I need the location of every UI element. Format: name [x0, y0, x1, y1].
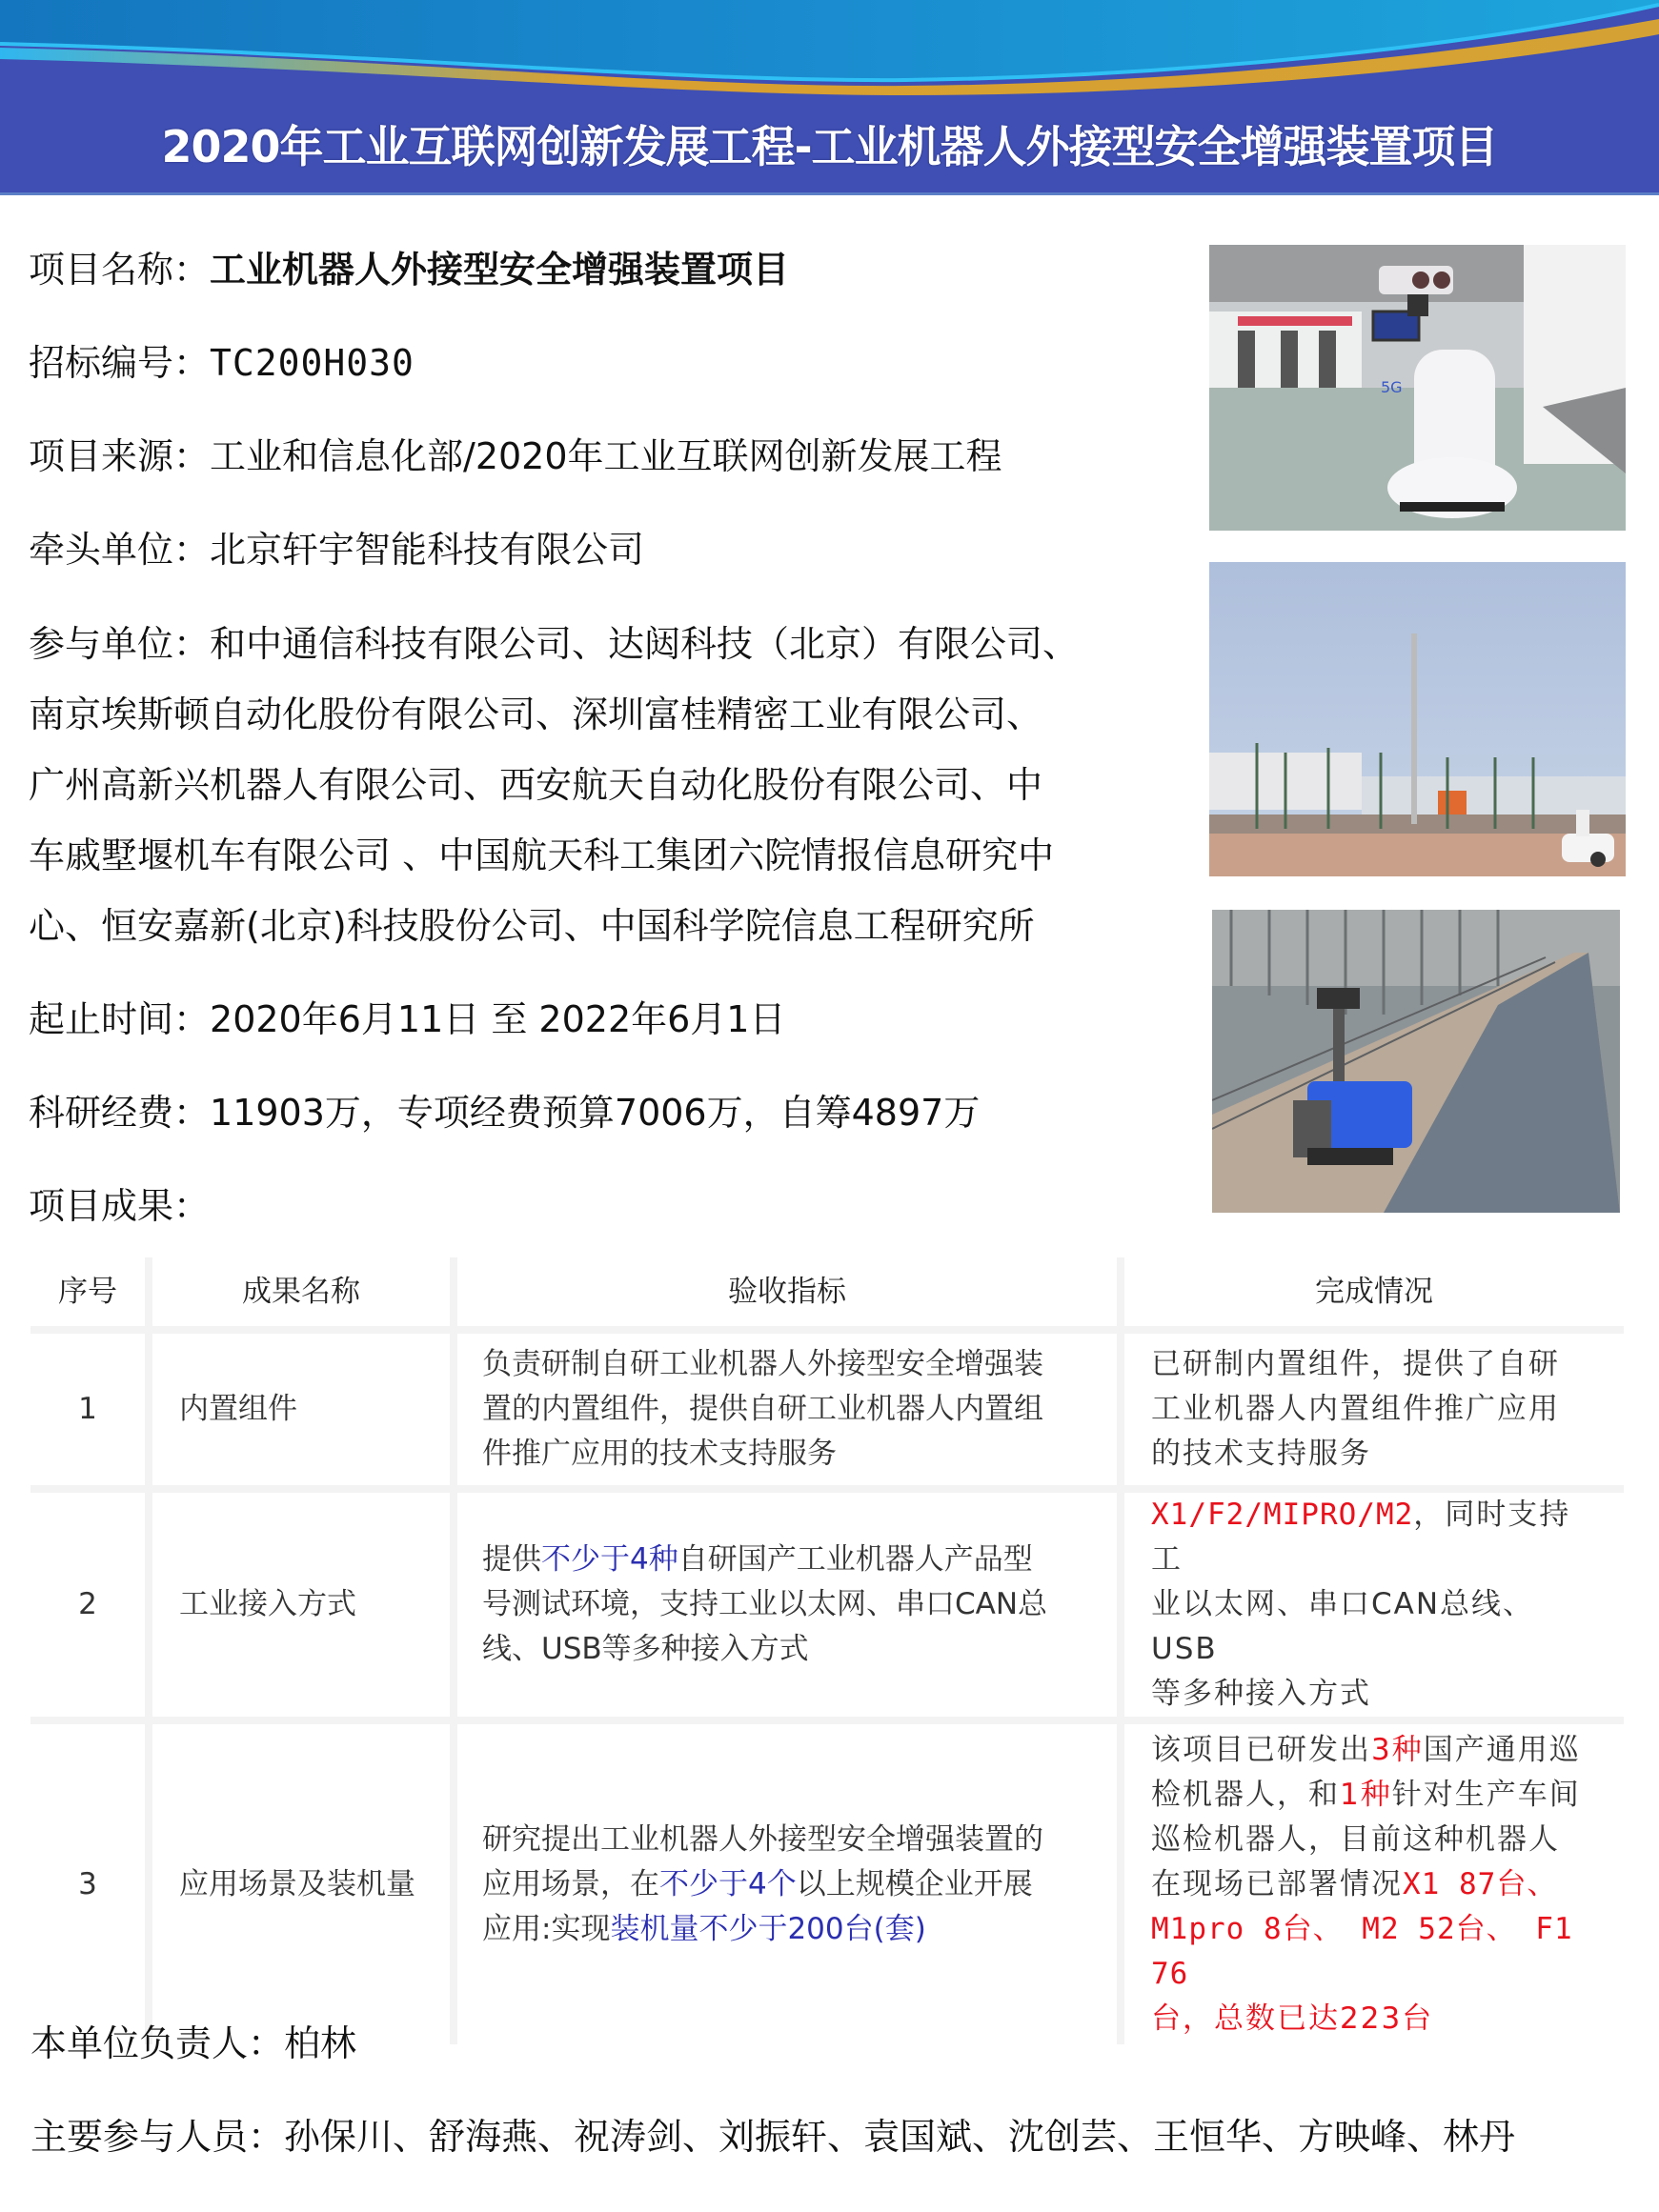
status-line [1151, 1773, 1595, 1818]
status-line: 的技术支持服务 [1151, 1437, 1371, 1471]
svg-text:5G: 5G [1381, 378, 1403, 396]
field-label: 起止时间： [29, 998, 211, 1040]
field-source [29, 421, 1002, 492]
highlight-text: 不少于4种 [541, 1542, 678, 1577]
metric-line: 件推广应用的技术支持服务 [482, 1437, 837, 1471]
banner-divider [0, 192, 1659, 195]
status-line: 巡检机器人，目前这种机器人 [1151, 1821, 1560, 1857]
project-name-value: 工业机器人外接型安全增强装置项目 [210, 249, 790, 291]
outdoor-patrol-robot-photo [1209, 562, 1626, 876]
responsible-person [30, 2015, 356, 2072]
status-line: M1pro 8台、 M2 52台、 F1 76 [1151, 1911, 1573, 1991]
metric-line [482, 1538, 1092, 1582]
main-members [30, 2108, 1515, 2165]
row-status [1121, 1720, 1624, 2044]
metric-line: 线、USB等多种接入方式 [482, 1632, 809, 1666]
robot-image-icon [1209, 562, 1626, 876]
column-header-name: 成果名称 [149, 1257, 454, 1330]
field-label: 本单位负责人： [30, 2022, 285, 2064]
field-label: 项目名称： [29, 249, 211, 291]
robot-image-icon [1212, 910, 1620, 1213]
status-line: 台，总数已达223台 [1151, 2001, 1434, 2036]
metric-line: 置的内置组件，提供自研工业机器人内置组 [482, 1392, 1043, 1426]
participants-text: 和中通信科技有限公司、达闼科技（北京）有限公司、 [210, 623, 1080, 665]
row-name: 内置组件 [149, 1330, 454, 1489]
table-row [30, 1720, 1624, 2044]
metric-line [482, 1862, 1092, 1907]
row-index: 3 [30, 1720, 149, 2044]
field-label: 招标编号： [29, 342, 211, 384]
participants-line [29, 609, 1167, 679]
highlight-text: 装机量不少于200台(套) [610, 1911, 926, 1946]
field-label: 科研经费： [29, 1092, 211, 1134]
participants-line: 广州高新兴机器人有限公司、西安航天自动化股份有限公司、中 [29, 764, 1043, 806]
metric-text: 提供 [482, 1542, 541, 1577]
status-line: 等多种接入方式 [1151, 1677, 1371, 1711]
field-label: 参与单位： [29, 623, 211, 665]
field-period [29, 984, 785, 1055]
table-header-row [30, 1257, 1624, 1330]
table-row [30, 1330, 1624, 1489]
participants-line: 车戚墅堰机车有限公司 、中国航天科工集团六院情报信息研究中 [29, 835, 1055, 876]
field-participants [29, 609, 1167, 961]
substation-patrol-robot-photo [1212, 910, 1620, 1213]
highlight-text: 3种 [1371, 1732, 1424, 1767]
metric-text: 应用:实现 [482, 1911, 611, 1946]
metric-line: 负责研制自研工业机器人外接型安全增强装 [482, 1347, 1043, 1381]
row-metric [454, 1330, 1121, 1489]
row-metric [454, 1489, 1121, 1720]
responsible-person-value: 柏林 [284, 2022, 357, 2064]
metric-line [482, 1907, 1092, 1952]
status-line [1151, 1728, 1595, 1773]
status-text: 该项目已研发出 [1151, 1732, 1371, 1767]
highlight-text: X1/F2/MIPRO/M2 [1151, 1498, 1414, 1532]
row-index: 2 [30, 1489, 149, 1720]
field-lead-unit [29, 514, 644, 585]
highlight-text: X1 87台、 [1403, 1866, 1558, 1901]
field-project-name [29, 234, 789, 305]
participants-line: 心、恒安嘉新(北京)科技股份公司、中国科学院信息工程研究所 [29, 905, 1035, 947]
period-value: 2020年6月11日 至 2022年6月1日 [210, 998, 786, 1040]
row-status [1121, 1330, 1624, 1489]
field-label: 主要参与人员： [30, 2116, 285, 2158]
bid-number-value: TC200H030 [210, 342, 415, 384]
status-text: ，同时支持工 [1151, 1498, 1571, 1577]
row-name: 应用场景及装机量 [149, 1720, 454, 2044]
metric-line: 号测试环境，支持工业以太网、串口CAN总 [482, 1587, 1048, 1621]
column-header-status: 完成情况 [1121, 1257, 1624, 1330]
robot-image-icon [1209, 245, 1626, 531]
highlight-text: 不少于4个 [659, 1866, 797, 1901]
funding-value: 11903万，专项经费预算7006万，自筹4897万 [210, 1092, 981, 1134]
row-index: 1 [30, 1330, 149, 1489]
status-text: 检机器人，和 [1151, 1777, 1340, 1812]
row-status [1121, 1489, 1624, 1720]
field-label: 牵头单位： [29, 529, 211, 571]
row-name: 工业接入方式 [149, 1489, 454, 1720]
metric-line: 研究提出工业机器人外接型安全增强装置的 [482, 1821, 1043, 1857]
metric-text: 以上规模企业开展 [796, 1866, 1033, 1901]
status-text: 在现场已部署情况 [1151, 1866, 1403, 1901]
indoor-service-robot-photo [1209, 245, 1626, 531]
column-header-metric: 验收指标 [454, 1257, 1121, 1330]
status-line: 已研制内置组件，提供了自研 [1151, 1347, 1560, 1381]
status-line: 业以太网、串口CAN总线、USB [1151, 1587, 1535, 1666]
section-heading: 项目成果： [29, 1185, 211, 1227]
row-metric [454, 1720, 1121, 2044]
highlight-text: 1种 [1340, 1777, 1392, 1812]
column-header-index: 序号 [30, 1257, 149, 1330]
status-line [1151, 1493, 1595, 1582]
header-banner [0, 0, 1659, 195]
status-text: 国产通用巡 [1423, 1732, 1581, 1767]
status-line: 工业机器人内置组件推广应用 [1151, 1392, 1560, 1426]
field-label: 项目来源： [29, 435, 211, 477]
field-bid-number [29, 328, 415, 398]
metric-text: 应用场景，在 [482, 1866, 659, 1901]
status-text: 针对生产车间 [1391, 1777, 1581, 1812]
table-row [30, 1489, 1624, 1720]
page-title: 2020年工业互联网创新发展工程-工业机器人外接型安全增强装置项目 [161, 121, 1498, 172]
results-table [30, 1257, 1624, 2044]
participants-line: 南京埃斯顿自动化股份有限公司、深圳富桂精密工业有限公司、 [29, 694, 1043, 735]
source-value: 工业和信息化部/2020年工业互联网创新发展工程 [210, 435, 1002, 477]
metric-text: 自研国产工业机器人产品型 [678, 1542, 1033, 1577]
main-members-value: 孙保川、舒海燕、祝涛剑、刘振轩、袁国斌、沈创芸、王恒华、方映峰、林丹 [284, 2116, 1516, 2158]
status-line [1151, 1862, 1595, 1907]
lead-unit-value: 北京轩宇智能科技有限公司 [210, 529, 645, 571]
field-funding [29, 1077, 980, 1148]
field-results-heading [29, 1171, 210, 1241]
